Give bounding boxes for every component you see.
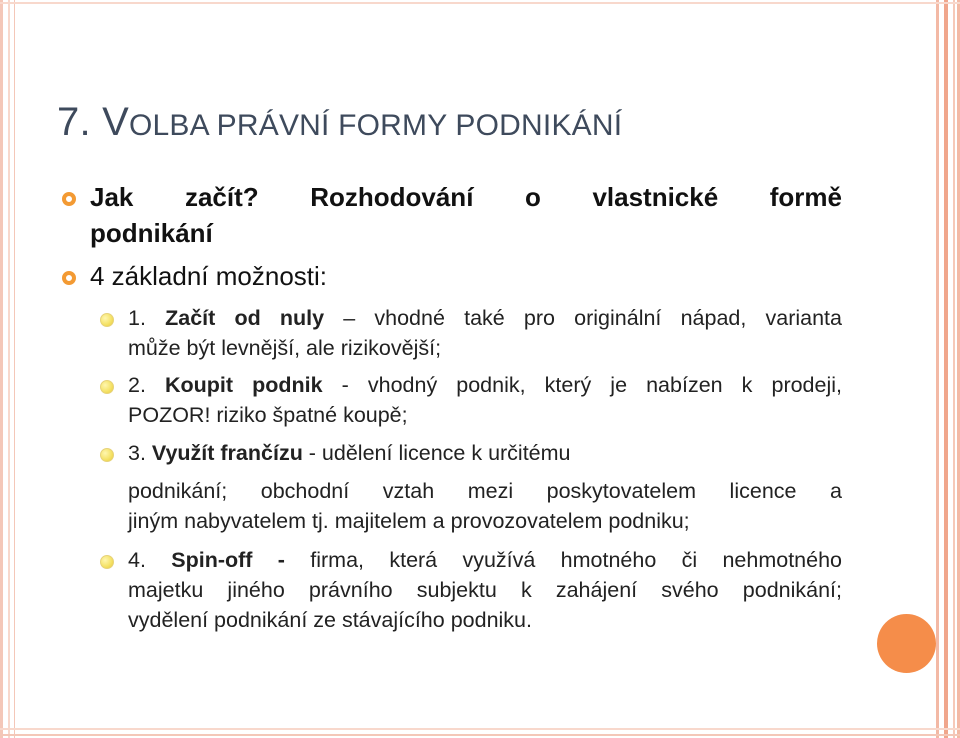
list-item-line: může být levnější, ale rizikovější; [128, 336, 442, 360]
list-item-line [128, 438, 842, 468]
option-term: Využít frančízu [151, 441, 303, 465]
circle-bullet-icon [62, 271, 76, 285]
option-term: Koupit podnik [165, 373, 323, 397]
list-item-line: majetku jiného právního subjektu k zahájení svého podnikání; [128, 578, 842, 602]
list-item-text: 4 základní možnosti: [90, 261, 328, 291]
option-description: firma, která využívá hmotného či nehmotného [284, 548, 843, 572]
option-number: 1. [128, 306, 166, 330]
list-item-line: jiným nabyvatelem tj. majitelem a provozovatelem podniku; [128, 509, 690, 533]
option-description: – vhodné také pro originální nápad, varianta [324, 306, 842, 330]
list-item-line: POZOR! riziko špatné koupě; [128, 403, 408, 427]
list-item-line: podnikání; obchodní vztah mezi poskytovatelem licence a [128, 479, 842, 503]
list-item-line: podnikání [90, 218, 213, 248]
list-item [128, 370, 842, 430]
list-item-line [128, 303, 842, 333]
title-rest: OLBA PRÁVNÍ FORMY PODNIKÁNÍ [128, 109, 623, 142]
option-number: 3. [128, 441, 152, 465]
option-term: Spin-off - [171, 548, 285, 572]
list-item [128, 545, 842, 635]
option-number: 4. [128, 548, 172, 572]
list-item [90, 179, 842, 251]
circle-bullet-icon [62, 192, 76, 206]
list-item-line [128, 370, 842, 400]
list-item [128, 438, 842, 536]
list-item [90, 258, 842, 294]
title-capital-letter: V [102, 100, 129, 144]
option-term: Začít od nuly [165, 306, 325, 330]
option-number: 2. [128, 373, 165, 397]
list-item-line: vydělení podnikání ze stávajícího podniku. [128, 608, 532, 632]
dot-bullet-icon [100, 448, 114, 462]
title-number: 7. [57, 100, 103, 144]
option-description: - vhodný podnik, který je nabízen k prodeji, [322, 373, 842, 397]
list-item-line [128, 545, 842, 575]
dot-bullet-icon [100, 313, 114, 327]
dot-bullet-icon [100, 380, 114, 394]
dot-bullet-icon [100, 555, 114, 569]
list-item-line: Jak začít? Rozhodování o vlastnické formě [90, 182, 842, 212]
option-description: - udělení licence k určitému [302, 441, 571, 465]
decorative-orange-circle [877, 614, 936, 673]
list-item [128, 303, 842, 363]
